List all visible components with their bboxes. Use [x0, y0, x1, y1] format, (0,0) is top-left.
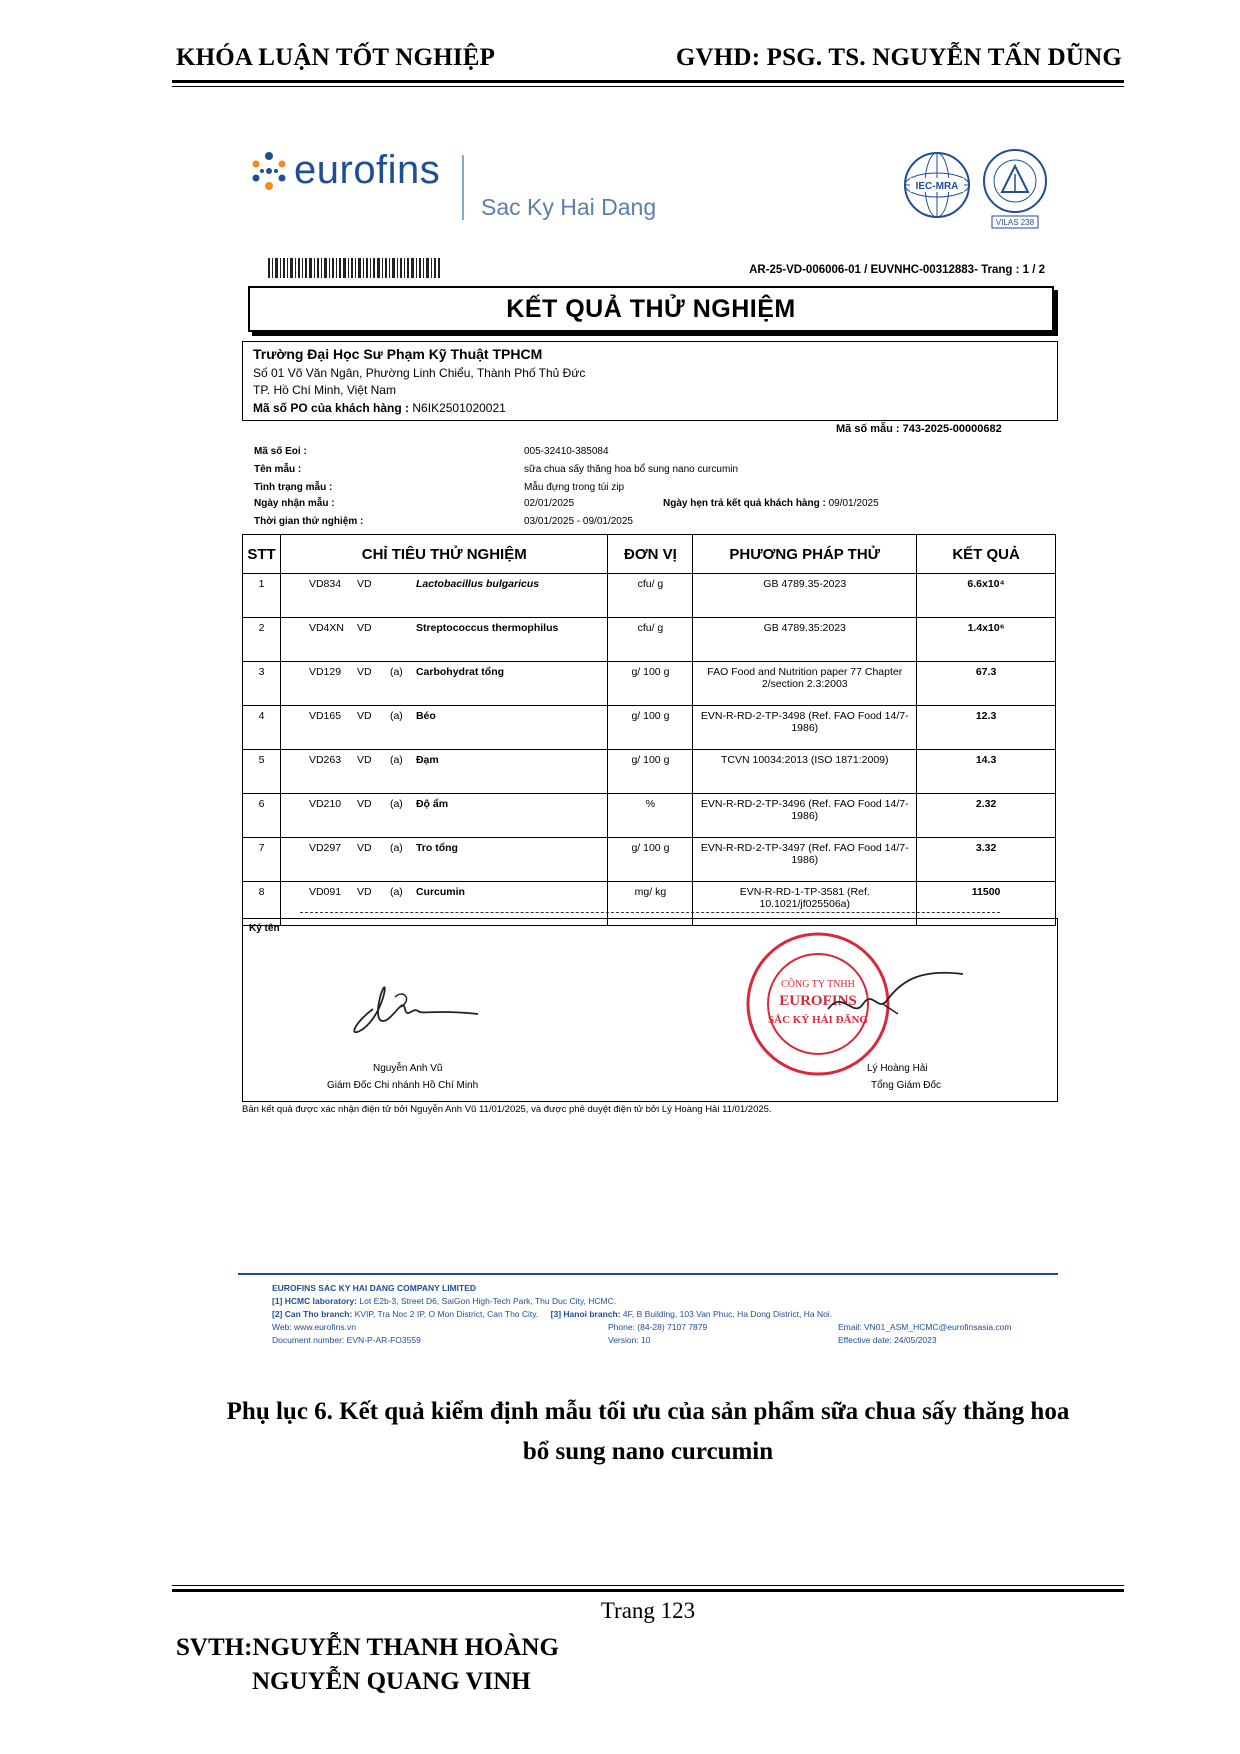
cell-result: 1.4x10⁶	[917, 618, 1056, 662]
po-value: N6IK2501020021	[412, 401, 506, 415]
cell-name: Béo	[415, 710, 436, 722]
info-label-test-time: Thời gian thử nghiệm :	[254, 516, 364, 527]
col-header-criteria: CHỈ TIÊU THỬ NGHIỆM	[280, 535, 608, 574]
student-names-line2: NGUYỄN QUANG VINH	[252, 1668, 531, 1695]
stamp-line2: EUROFINS	[779, 993, 857, 1009]
due-value: 09/01/2025	[828, 498, 879, 509]
company-footer-rule	[238, 1273, 1058, 1275]
cell-name: Lactobacillus bulgaricus	[415, 578, 540, 590]
cell-criteria	[280, 750, 608, 794]
header-right: GVHD: PSG. TS. NGUYỄN TẤN DŨNG	[675, 44, 1122, 71]
table-row	[243, 574, 1056, 618]
cell-code: VD210	[308, 798, 342, 810]
footer-effective: Effective date: 24/05/2023	[838, 1335, 937, 1345]
cell-lab: VD	[356, 798, 372, 810]
figure-caption-line1: Phụ lục 6. Kết quả kiểm định mẫu tối ưu của sản phẩm sữa chua sấy thăng hoa	[226, 1398, 1070, 1425]
cell-result: 2.32	[917, 794, 1056, 838]
sample-code: Mã số mẫu : 743-2025-00000682	[836, 423, 1002, 435]
signature-1-icon	[343, 969, 483, 1039]
cell-name: Độ ẩm	[415, 798, 449, 810]
footer-doc: Document number: EVN-P-AR-FO3559	[272, 1335, 421, 1345]
cell-acc: (a)	[389, 666, 403, 678]
customer-box	[242, 341, 1058, 421]
cell-name: Streptococcus thermophilus	[415, 622, 559, 634]
customer-name: Trường Đại Học Sư Phạm Kỹ Thuật TPHCM	[253, 346, 543, 362]
cell-code: VD4XN	[308, 622, 344, 634]
signer1-title: Giám Đốc Chi nhánh Hồ Chí Minh	[327, 1080, 479, 1091]
cell-method: EVN-R-RD-2-TP-3498 (Ref. FAO Food 14/7-1986)	[693, 706, 917, 750]
eurofins-logo-icon	[248, 150, 290, 192]
cell-method: EVN-R-RD-2-TP-3496 (Ref. FAO Food 14/7-1986)	[693, 794, 917, 838]
page-number: Trang 123	[600, 1598, 696, 1623]
footer-company: EUROFINS SAC KY HAI DANG COMPANY LIMITED	[272, 1283, 477, 1293]
cell-stt: 1	[243, 574, 281, 618]
cell-code: VD834	[308, 578, 342, 590]
cell-code: VD263	[308, 754, 342, 766]
signature-2-icon	[823, 959, 973, 1029]
cell-name: Carbohydrat tổng	[415, 666, 505, 678]
cell-acc: (a)	[389, 798, 403, 810]
customer-address-2: TP. Hồ Chí Minh, Việt Nam	[253, 383, 396, 397]
signer2-name: Lý Hoàng Hải	[867, 1063, 928, 1074]
table-row	[243, 750, 1056, 794]
col-header-method: PHƯƠNG PHÁP THỬ	[693, 535, 917, 574]
brand-subname: Sac Ky Hai Dang	[481, 194, 657, 220]
col-header-stt: STT	[243, 535, 281, 574]
report-title: KẾT QUẢ THỬ NGHIỆM	[248, 286, 1054, 332]
customer-address-1: Số 01 Võ Văn Ngân, Phường Linh Chiểu, Thành Phố Thủ Đức	[253, 366, 586, 380]
boa-seal-icon	[980, 148, 1050, 230]
cell-unit: cfu/ g	[608, 618, 693, 662]
cell-criteria	[280, 662, 608, 706]
logo-divider	[462, 155, 464, 220]
cell-acc: (a)	[389, 710, 403, 722]
footer-l2-label: [2] Can Tho branch:	[272, 1309, 353, 1319]
info-value-name: sữa chua sấy thăng hoa bổ sung nano curcumin	[524, 464, 739, 475]
cell-method: EVN-R-RD-2-TP-3497 (Ref. FAO Food 14/7-1986)	[693, 838, 917, 882]
cell-acc: (a)	[389, 754, 403, 766]
sign-label: Ký tên	[249, 923, 280, 934]
company-footer	[272, 1282, 1012, 1347]
cell-code: VD165	[308, 710, 342, 722]
table-row	[243, 794, 1056, 838]
student-names-line1: SVTH:NGUYỄN THANH HOÀNG	[176, 1634, 559, 1661]
cell-result: 14.3	[917, 750, 1056, 794]
cell-stt: 8	[243, 882, 281, 926]
col-header-result: KẾT QUẢ	[917, 535, 1056, 574]
cell-stt: 5	[243, 750, 281, 794]
cell-stt: 2	[243, 618, 281, 662]
results-table	[242, 534, 1056, 926]
due-label: Ngày hẹn trả kết quả khách hàng :	[663, 498, 826, 509]
cell-result: 11500	[917, 882, 1056, 926]
info-label-name: Tên mẫu :	[254, 464, 302, 475]
table-header-row	[243, 535, 1056, 574]
cell-unit: g/ 100 g	[608, 706, 693, 750]
cell-lab: VD	[356, 578, 372, 590]
signature-box	[242, 918, 1058, 1102]
footer-email: Email: VN01_ASM_HCMC@eurofinsasia.com	[838, 1322, 1012, 1332]
info-label-received: Ngày nhận mẫu :	[254, 498, 335, 509]
cell-result: 67.3	[917, 662, 1056, 706]
cell-name: Đạm	[415, 754, 439, 766]
cell-criteria	[280, 618, 608, 662]
cell-code: VD297	[308, 842, 342, 854]
cell-lab: VD	[356, 842, 372, 854]
cell-method: GB 4789.35:2023	[693, 618, 917, 662]
cell-method: TCVN 10034:2013 (ISO 1871:2009)	[693, 750, 917, 794]
cell-stt: 4	[243, 706, 281, 750]
iec-mra-seal-icon	[902, 150, 972, 220]
cell-unit: g/ 100 g	[608, 838, 693, 882]
header-rule-thin	[172, 86, 1124, 87]
footer-l1: Lot E2b-3, Street D6, SaiGon High-Tech Park, Thu Duc City, HCMC.	[359, 1296, 617, 1306]
info-value-test-time: 03/01/2025 - 09/01/2025	[524, 516, 633, 527]
figure-caption-line2: bổ sung nano curcumin	[522, 1438, 774, 1465]
info-label-eoi: Mã số Eoi :	[254, 446, 307, 457]
vilas-text: VILAS 238	[995, 218, 1035, 227]
cell-unit: cfu/ g	[608, 574, 693, 618]
cell-lab: VD	[356, 754, 372, 766]
po-label: Mã số PO của khách hàng :	[253, 401, 410, 415]
info-value-received: 02/01/2025	[524, 498, 575, 509]
footer-rule-thin	[172, 1585, 1124, 1586]
cell-stt: 7	[243, 838, 281, 882]
info-value-condition: Mẫu đựng trong túi zip	[524, 482, 625, 493]
cell-acc: (a)	[389, 842, 403, 854]
cell-criteria	[280, 574, 608, 618]
stamp-line3: SẮC KÝ HẢI ĐĂNG	[768, 1014, 868, 1026]
cell-result: 6.6x10⁴	[917, 574, 1056, 618]
seal-text: IEC-MRA	[915, 181, 959, 192]
signer1-name: Nguyễn Anh Vũ	[373, 1063, 443, 1074]
footer-web: Web: www.eurofins.vn	[272, 1322, 356, 1332]
cell-lab: VD	[356, 710, 372, 722]
cell-result: 3.32	[917, 838, 1056, 882]
barcode-icon	[268, 258, 440, 278]
col-header-unit: ĐƠN VỊ	[608, 535, 693, 574]
footer-l3-label: [3] Hanoi branch:	[550, 1309, 621, 1319]
footer-phone: Phone: (84-28) 7107 7879	[608, 1322, 708, 1332]
footer-rule	[172, 1589, 1124, 1592]
info-label-condition: Tình trạng mẫu :	[254, 482, 333, 493]
header-left: KHÓA LUẬN TỐT NGHIỆP	[176, 44, 496, 71]
footer-l2: KVIP, Tra Noc 2 IP, O Mon District, Can Tho City.	[354, 1309, 539, 1319]
header-rule	[172, 80, 1124, 83]
footer-l1-label: [1] HCMC laboratory:	[272, 1296, 358, 1306]
approval-note: Bản kết quả được xác nhận điện tử bởi Nguyễn Anh Vũ 11/01/2025, và được phê duyệt điện tử bởi Lý Hoàng Hải 11/01/2025.	[242, 1104, 772, 1115]
footer-version: Version: 10	[608, 1335, 651, 1345]
cell-method: GB 4789.35-2023	[693, 574, 917, 618]
cell-method: FAO Food and Nutrition paper 77 Chapter 2/section 2.3:2003	[693, 662, 917, 706]
cell-method: EVN-R-RD-1-TP-3581 (Ref. 10.1021/jf025506a)	[693, 882, 917, 926]
cell-acc: (a)	[389, 886, 403, 898]
cell-name: Curcumin	[415, 886, 465, 898]
footer-l3: 4F, B Building, 103 Van Phuc, Ha Dong District, Ha Noi.	[622, 1309, 833, 1319]
table-row	[243, 662, 1056, 706]
cell-unit: g/ 100 g	[608, 662, 693, 706]
table-row	[243, 706, 1056, 750]
cell-code: VD129	[308, 666, 342, 678]
cell-code: VD091	[308, 886, 342, 898]
cell-lab: VD	[356, 622, 372, 634]
signer2-title: Tổng Giám Đốc	[871, 1080, 942, 1091]
stamp-line1: CÔNG TY TNHH	[781, 979, 855, 990]
cell-name: Tro tổng	[415, 842, 458, 854]
info-value-eoi: 005-32410-385084	[524, 446, 609, 457]
cell-unit: g/ 100 g	[608, 750, 693, 794]
cell-criteria	[280, 794, 608, 838]
table-row	[243, 838, 1056, 882]
dashed-divider	[300, 912, 1000, 913]
cell-stt: 3	[243, 662, 281, 706]
cell-lab: VD	[356, 886, 372, 898]
cell-criteria	[280, 838, 608, 882]
cell-unit: %	[608, 794, 693, 838]
brand-name: eurofins	[294, 148, 441, 192]
report-ref-number: AR-25-VD-006006-01 / EUVNHC-00312883- Trang : 1 / 2	[749, 264, 1045, 276]
cell-stt: 6	[243, 794, 281, 838]
cell-result: 12.3	[917, 706, 1056, 750]
cell-unit: mg/ kg	[608, 882, 693, 926]
cell-lab: VD	[356, 666, 372, 678]
cell-criteria	[280, 706, 608, 750]
table-row	[243, 618, 1056, 662]
